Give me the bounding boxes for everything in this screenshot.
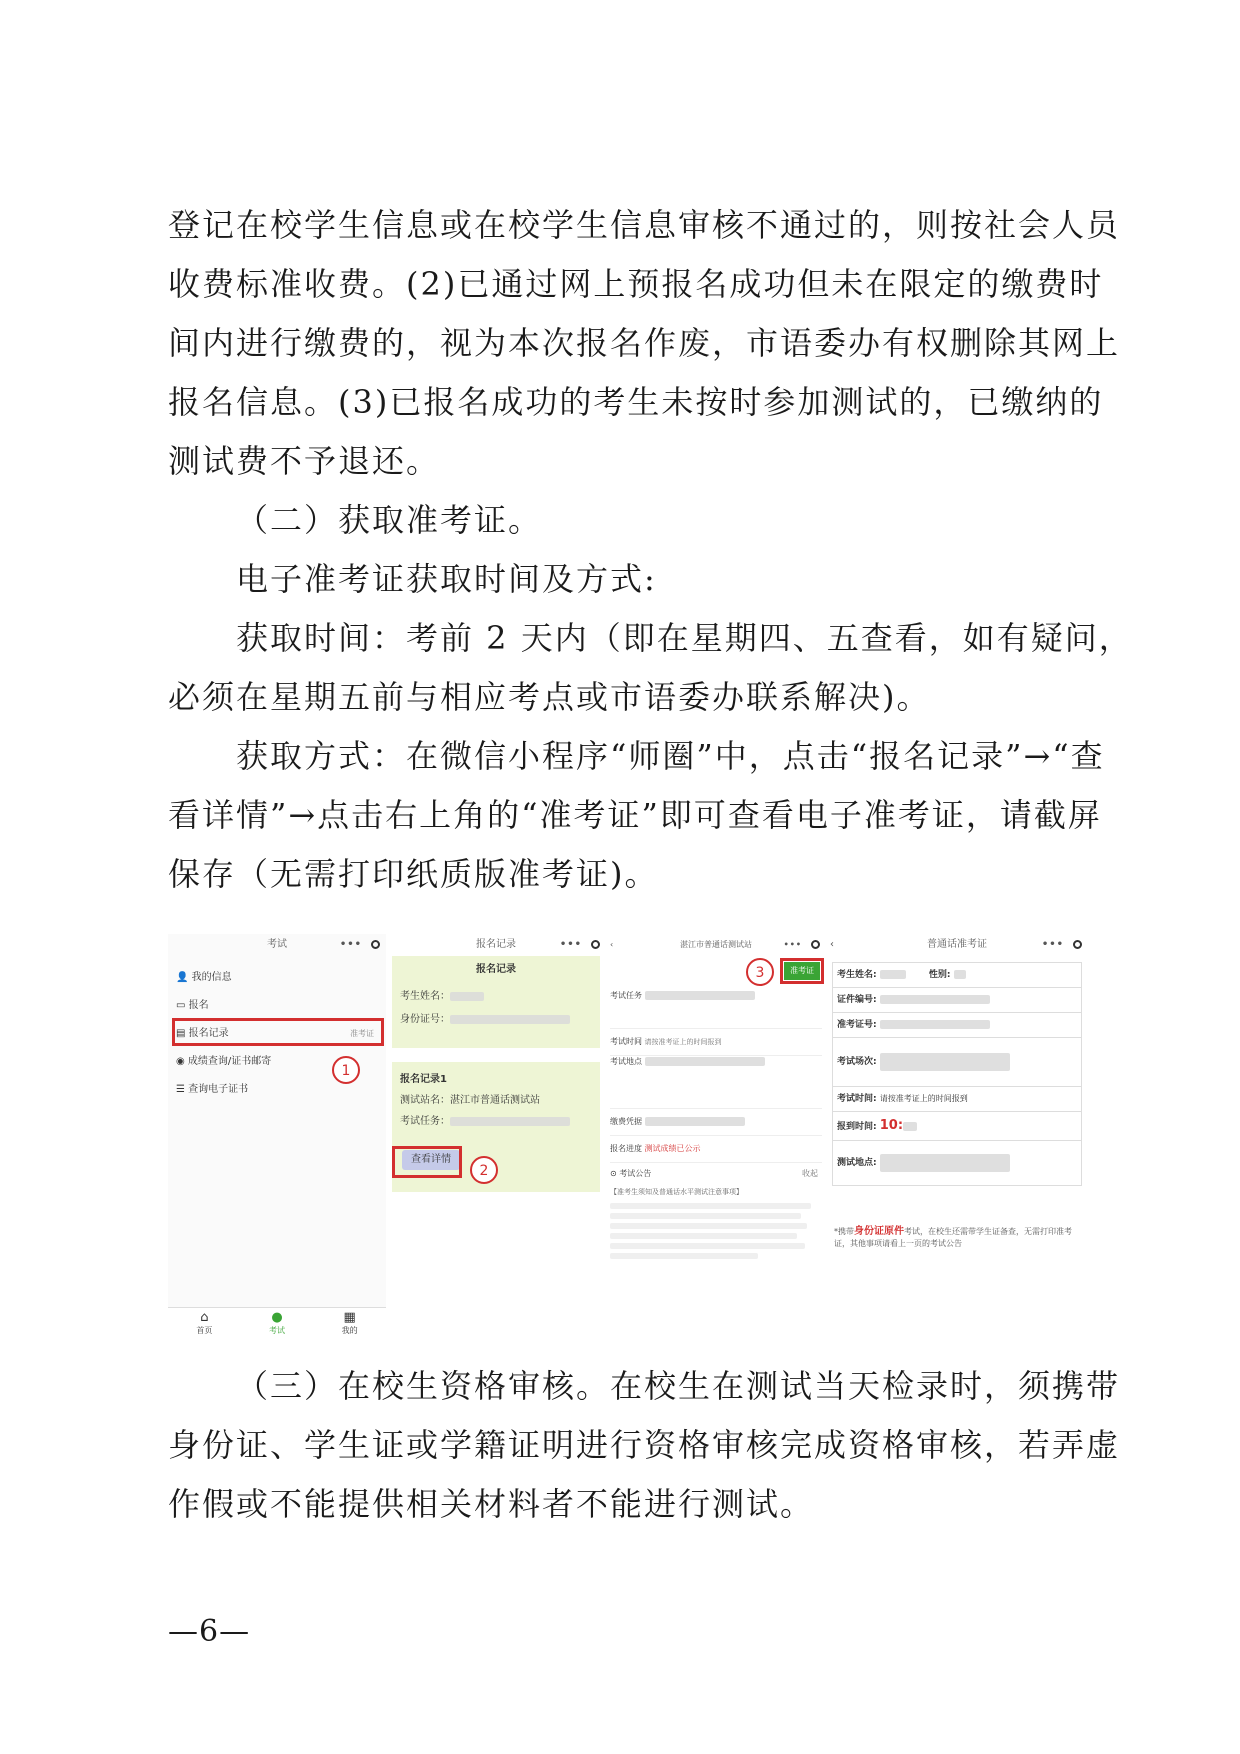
close-mini-program-icon[interactable] [1073, 940, 1082, 949]
exam-info-list [610, 990, 822, 1261]
info-row-progress: 报名进度 测试成绩已公示 [610, 1136, 822, 1163]
ticket-row-number: 准考证号: [833, 1013, 1081, 1038]
screenshot-exam-details [606, 934, 826, 1342]
bottom-nav [168, 1307, 386, 1342]
text-line: 获取方式：在微信小程序“师圈”中，点击“报名记录”→“查 [236, 737, 1105, 775]
blurred-value [450, 992, 484, 1001]
highlight-records-box [172, 1018, 384, 1046]
text-line: 看详情”→点击右上角的“准考证”即可查看电子准考证，请截屏 [168, 796, 1102, 834]
screenshot-registration-records [386, 934, 606, 1342]
step-marker-3: 3 [746, 958, 774, 986]
paragraph-ticket-method [168, 727, 1105, 904]
ticket-note: *携带身份证原件考试，在校生还需带学生证备查，无需打印准考证，其他事项请看上一页的考试公告 [834, 1226, 1072, 1248]
page-number: —6— [168, 1614, 251, 1649]
collapse-link[interactable]: 收起 [802, 1169, 818, 1178]
certificate-icon: ☰ [176, 1084, 189, 1095]
exam-icon: ● [271, 1310, 283, 1325]
step-marker-1: 1 [332, 1056, 360, 1084]
doc-icon: ▭ [176, 1000, 189, 1011]
panel-title: 考试 [267, 939, 287, 950]
panel-title: 报名记录 [476, 939, 516, 950]
ticket-row-time: 考试时间: 请按准考证上的时间报到 [833, 1087, 1081, 1112]
info-row-location: 考试地点 [610, 1056, 822, 1109]
ticket-row-name: 考生姓名: 性别: [833, 963, 1081, 988]
nav-home[interactable]: ⌂ 首页 [168, 1308, 241, 1342]
text-line: （三）在校生资格审核。在校生在测试当天检录时，须携带 [236, 1367, 1121, 1405]
screenshot-admission-ticket [826, 934, 1088, 1342]
text-line: 身份证、学生证或学籍证明进行资格审核完成资格审核，若弄虚 [168, 1426, 1121, 1464]
blurred-value [645, 1057, 765, 1066]
section-heading-admission-ticket: （二）获取准考证。 [236, 501, 543, 539]
panel-title: 普通话准考证 [927, 939, 987, 950]
notice-line [610, 1243, 805, 1249]
text-line: 测试费不予退还。 [168, 442, 441, 480]
blurred-value [450, 1015, 570, 1024]
list-icon: ▤ [176, 1028, 189, 1039]
blurred-value [450, 1117, 570, 1126]
ticket-row-report: 报到时间: 10: [833, 1112, 1081, 1141]
close-mini-program-icon[interactable] [371, 940, 380, 949]
panel-title: 湛江市普通话测试站 [680, 940, 752, 949]
paragraph-student-verification [168, 1357, 1121, 1534]
notice-title: 【准考生须知及普通话水平测试注意事项】 [610, 1188, 743, 1196]
text-line: 必须在星期五前与相应考点或市语委办联系解决)。 [168, 678, 931, 716]
ticket-row-location: 测试地点: [833, 1141, 1081, 1185]
blurred-value [954, 970, 966, 979]
back-icon[interactable]: ‹ [830, 939, 834, 950]
highlight-details-box [392, 1146, 462, 1178]
notice-header: ⊙ 考试公告 收起 [610, 1163, 822, 1185]
highlight-ticket-box [780, 958, 824, 984]
blurred-value [880, 995, 990, 1004]
panel-title-bar [606, 934, 826, 956]
site-row: 测试站名：湛江市普通话测试站 [400, 1095, 540, 1106]
ticket-table [832, 962, 1082, 1186]
notice-line [610, 1223, 807, 1229]
record-tag: 准考证 [350, 1029, 374, 1038]
menu-item-records[interactable]: ▤ 报名记录 准考证 [176, 1020, 378, 1048]
task-row: 考试任务： [400, 1112, 600, 1127]
info-row-receipt: 缴费凭据 [610, 1109, 822, 1136]
blurred-value [880, 1020, 990, 1029]
ticket-row-id: 证件编号: [833, 988, 1081, 1013]
text-line: 报名信息。(3)已报名成功的考生未按时参加测试的，已缴纳的 [168, 383, 1104, 421]
eye-icon: ◉ [176, 1056, 188, 1067]
blurred-value [645, 991, 755, 1000]
name-row: 考生姓名： [400, 987, 600, 1002]
mini-program-steps-figure [168, 934, 1088, 1342]
step-marker-2: 2 [470, 1156, 498, 1184]
panel-title-bar [168, 934, 386, 956]
menu-item-register[interactable]: ▭ 报名 [176, 1000, 209, 1011]
text-line: 登记在校学生信息或在校学生信息审核不通过的，则按社会人员 [168, 206, 1121, 244]
user-icon: 👤 [176, 972, 192, 983]
notice-body [610, 1201, 822, 1261]
view-details-button[interactable]: 查看详情 [402, 1150, 460, 1170]
paragraph-fee-rules [168, 196, 1121, 491]
blurred-value [903, 1122, 917, 1131]
ticket-row-session: 考试场次: [833, 1038, 1081, 1087]
notice-line [610, 1213, 801, 1219]
more-icon[interactable]: ••• [559, 939, 582, 950]
menu-item-scores[interactable]: ◉ 成绩查询/证书邮寄 [176, 1056, 272, 1067]
close-mini-program-icon[interactable] [591, 940, 600, 949]
text-line: 间内进行缴费的，视为本次报名作废，市语委办有权删除其网上 [168, 324, 1121, 362]
notice-icon: ⊙ [610, 1169, 620, 1178]
notice-line [610, 1203, 811, 1209]
record-title: 报名记录1 [400, 1074, 447, 1085]
id-row: 身份证号： [400, 1010, 600, 1025]
blurred-value [645, 1117, 745, 1126]
close-mini-program-icon[interactable] [811, 940, 820, 949]
text-line: 作假或不能提供相关材料者不能进行测试。 [168, 1485, 815, 1523]
info-row-task: 考试任务 [610, 990, 822, 1029]
paragraph-ticket-time [168, 609, 1133, 727]
notice-line [610, 1253, 758, 1259]
back-icon[interactable]: ‹ [610, 940, 614, 949]
nav-exam[interactable]: ● 考试 [241, 1308, 314, 1342]
nav-mine[interactable]: ▦ 我的 [313, 1308, 386, 1342]
blurred-value [880, 1053, 1010, 1071]
admission-ticket-button[interactable]: 准考证 [784, 962, 820, 980]
home-icon: ⌂ [200, 1310, 209, 1325]
candidate-card [392, 956, 600, 1048]
notice-line [610, 1233, 797, 1239]
more-icon[interactable]: ••• [339, 939, 362, 950]
menu-item-certificate[interactable]: ☰ 查询电子证书 [176, 1084, 249, 1095]
card-header: 报名记录 [476, 964, 516, 975]
profile-icon: ▦ [343, 1310, 356, 1325]
text-line: 收费标准收费。(2)已通过网上预报名成功但未在限定的缴费时 [168, 265, 1104, 303]
info-row-time: 考试时间 请按准考证上的时间报到 [610, 1029, 822, 1056]
more-icon[interactable]: ••• [783, 940, 802, 949]
panel-title-bar [386, 934, 606, 956]
menu-item-my-info[interactable]: 👤 我的信息 [176, 972, 232, 983]
text-line: 保存（无需打印纸质版准考证)。 [168, 855, 659, 893]
text-line: 获取时间：考前 2 天内（即在星期四、五查看，如有疑问， [236, 619, 1133, 657]
more-icon[interactable]: ••• [1041, 939, 1064, 950]
panel-title-bar [826, 934, 1088, 956]
blurred-value [880, 1154, 1010, 1172]
blurred-value [880, 970, 906, 979]
paragraph-ticket-method-intro: 电子准考证获取时间及方式: [236, 560, 657, 598]
screenshot-exam-menu [168, 934, 386, 1342]
